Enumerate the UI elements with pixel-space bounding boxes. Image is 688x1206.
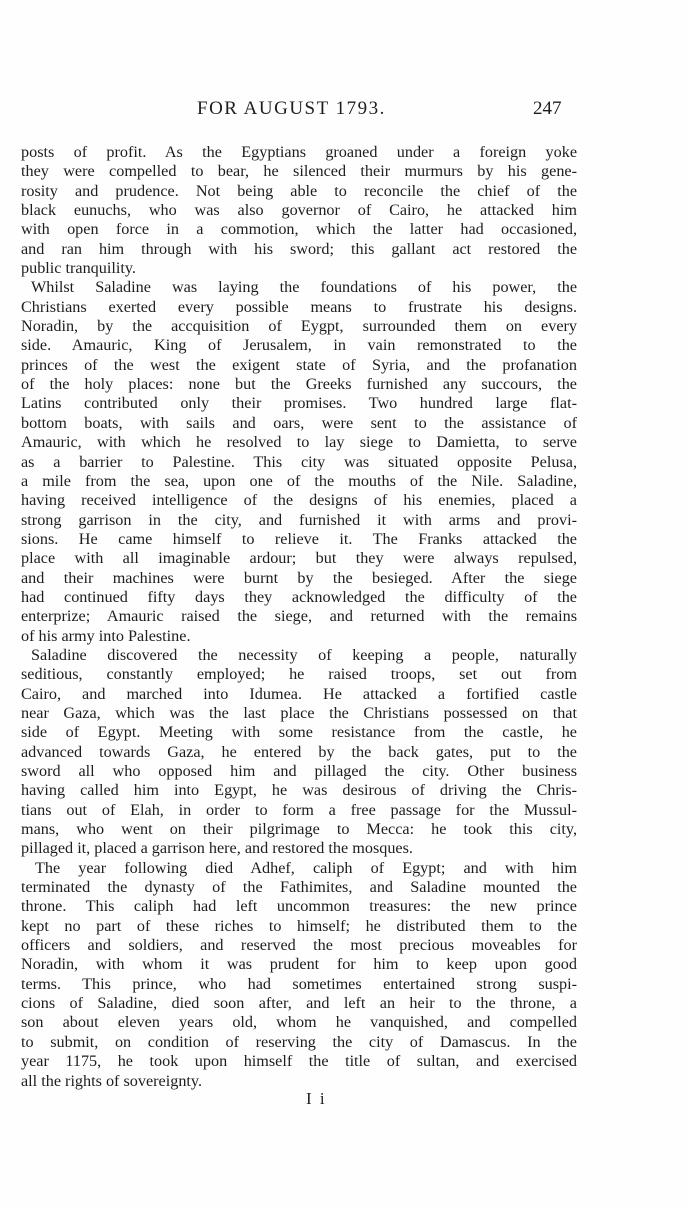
text-line: officers and soldiers, and reserved the most precious moveables for <box>21 936 577 955</box>
text-line: a mile from the sea, upon one of the mouths of the Nile. Saladine, <box>21 471 577 490</box>
text-line: The year following died Adhef, caliph of Egypt; and with him <box>35 858 577 877</box>
text-line: cions of Saladine, died soon after, and left an heir to the throne, a <box>21 994 577 1013</box>
text-line: Latins contributed only their promises. Two hundred large flat- <box>21 394 577 413</box>
text-line: of the holy places: none but the Greeks furnished any succours, the <box>21 375 577 394</box>
text-line: posts of profit. As the Egyptians groaned under a foreign yoke <box>21 143 577 161</box>
text-line: kept no part of these riches to himself; he distributed them to the <box>21 916 577 935</box>
text-line: and ran him through with his sword; this gallant act restored the <box>21 239 577 258</box>
text-line: advanced towards Gaza, he entered by the back gates, put to the <box>21 742 577 761</box>
text-line: to submit, on condition of reserving the city of Damascus. In the <box>21 1032 577 1051</box>
text-line: and their machines were burnt by the besieged. After the siege <box>21 568 577 587</box>
text-line: public tranquility. <box>21 259 136 278</box>
text-line: tians out of Elah, in order to form a free passage for the Mussul- <box>21 800 577 819</box>
text-line: Amauric, with which he resolved to lay siege to Damietta, to serve <box>21 433 577 452</box>
text-line: near Gaza, which was the last place the Christians possessed on that <box>21 703 577 722</box>
text-line: princes of the west the exigent state of Syria, and the profanation <box>21 355 577 374</box>
text-line: side of Egypt. Meeting with some resistance from the castle, he <box>21 723 577 742</box>
text-line: black eunuchs, who was also governor of Cairo, he attacked him <box>21 201 577 220</box>
text-line: had continued fifty days they acknowledged the difficulty of the <box>21 587 577 606</box>
body-text <box>21 143 577 1091</box>
text-line: sions. He came himself to relieve it. The Franks attacked the <box>21 529 577 548</box>
text-line: enterprize; Amauric raised the siege, and returned with the remains <box>21 607 577 626</box>
text-line: sword all who opposed him and pillaged the city. Other business <box>21 762 577 780</box>
text-line: Christians exerted every possible means to frustrate his designs. <box>21 297 577 316</box>
text-line: terminated the dynasty of the Fathimites, and Saladine mounted the <box>21 878 577 897</box>
text-line: place with all imaginable ardour; but they were always repulsed, <box>21 549 577 568</box>
text-line: all the rights of sovereignty. <box>21 1071 203 1090</box>
text-line: Noradin, by the accquisition of Eygpt, surrounded them on every <box>21 317 577 336</box>
text-line: Saladine discovered the necessity of keeping a people, naturally <box>31 645 577 664</box>
text-line: Noradin, with whom it was prudent for him to keep upon good <box>21 955 577 974</box>
text-line: throne. This caliph had left uncommon treasures: the new prince <box>21 897 577 916</box>
text-line: having received intelligence of the designs of his enemies, placed a <box>21 491 577 510</box>
running-head <box>0 98 688 126</box>
text-line: strong garrison in the city, and furnished it with arms and provi- <box>21 510 577 529</box>
text-line: Whilst Saladine was laying the foundations of his power, the <box>31 278 577 297</box>
text-line: pillaged it, placed a garrison here, and restored the mosques. <box>21 839 413 858</box>
text-line: with open force in a commotion, which the latter had occasioned, <box>21 220 577 239</box>
text-line: having called him into Egypt, he was desirous of driving the Chris- <box>21 781 577 800</box>
text-line: Cairo, and marched into Idumea. He attacked a fortified castle <box>21 684 577 703</box>
text-line: seditious, constantly employed; he raised troops, set out from <box>21 665 577 684</box>
text-line: rosity and prudence. Not being able to reconcile the chief of the <box>21 181 577 200</box>
page-number: 247 <box>533 98 562 119</box>
text-line: son about eleven years old, whom he vanquished, and compelled <box>21 1013 577 1032</box>
text-line: terms. This prince, who had sometimes entertained strong suspi- <box>21 974 577 993</box>
signature-mark: I i <box>306 1089 327 1108</box>
text-line: they were compelled to bear, he silenced their murmurs by his gene- <box>21 162 577 181</box>
text-line: of his army into Palestine. <box>21 626 191 645</box>
text-line: year 1175, he took upon himself the title of sultan, and exercised <box>21 1052 577 1071</box>
text-line: bottom boats, with sails and oars, were sent to the assistance of <box>21 413 577 432</box>
running-title: FOR AUGUST 1793. <box>197 98 386 119</box>
text-line: mans, who went on their pilgrimage to Mecca: he took this city, <box>21 820 577 839</box>
text-line: as a barrier to Palestine. This city was situated opposite Pelusa, <box>21 452 577 471</box>
text-line: side. Amauric, King of Jerusalem, in vain remonstrated to the <box>21 336 577 355</box>
